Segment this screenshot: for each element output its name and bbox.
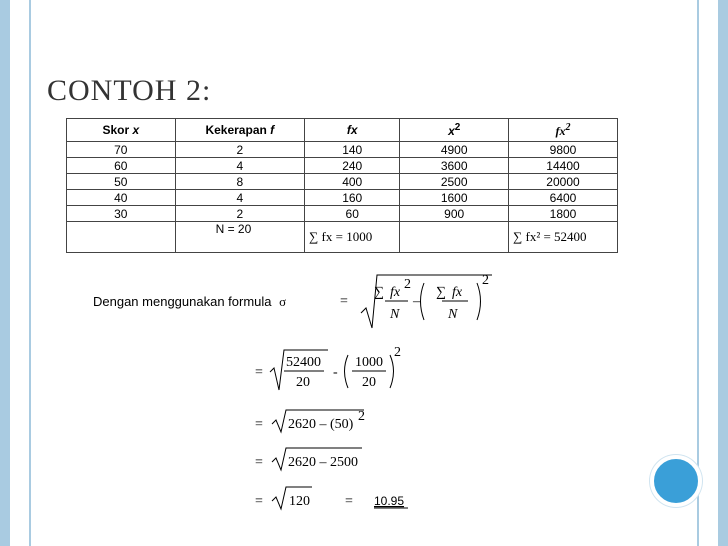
- table-cell: 60: [67, 158, 176, 174]
- header-skor-var: x: [132, 123, 140, 137]
- table-cell: 4: [175, 158, 304, 174]
- sigma-symbol: σ: [279, 294, 287, 309]
- step4-expr: 120: [289, 494, 310, 509]
- step2-expr: 2620 – (50): [288, 417, 354, 432]
- table-cell: 30: [67, 206, 176, 222]
- formula-minus: –: [413, 294, 420, 309]
- step4-equals-2: =: [345, 494, 353, 509]
- table-cell: 40: [67, 190, 176, 206]
- header-fx-var: fx: [346, 123, 358, 137]
- final-result: 10.95: [374, 494, 405, 508]
- table-cell: 70: [67, 142, 176, 158]
- header-fx2-sup: 2: [565, 121, 571, 133]
- table-cell: 9800: [508, 142, 617, 158]
- table-cell: 8: [175, 174, 304, 190]
- formula-sqrt: [361, 275, 492, 328]
- step2-equals: =: [255, 417, 263, 432]
- step1-den1: 20: [296, 375, 310, 390]
- step1-equals: =: [255, 365, 263, 380]
- step3-expr: 2620 – 2500: [288, 455, 358, 470]
- header-skor-label: Skor: [102, 123, 130, 137]
- step2-pow: 2: [358, 409, 365, 424]
- formula-n1: N: [390, 307, 400, 322]
- table-cell: 240: [305, 158, 400, 174]
- table-cell: 900: [400, 206, 509, 222]
- formula-sum2: ∑: [436, 285, 446, 300]
- formula-fx: fx: [452, 285, 463, 300]
- step1-num2: 1000: [355, 355, 383, 370]
- table-cell: 2: [175, 206, 304, 222]
- formula-intro-text: Dengan menggunakan formula: [93, 294, 272, 309]
- table-cell: 2500: [400, 174, 509, 190]
- formula-n2: N: [448, 307, 458, 322]
- header-x2-var: x: [448, 124, 455, 138]
- table-cell: 400: [305, 174, 400, 190]
- table-cell: 6400: [508, 190, 617, 206]
- table-cell: 60: [305, 206, 400, 222]
- formula-sum1: ∑: [374, 285, 384, 300]
- step1-minus: -: [333, 365, 338, 380]
- formula-equals: =: [340, 294, 348, 309]
- slide-title: CONTOH 2:: [47, 74, 212, 107]
- header-fx2-var: fx: [555, 123, 566, 138]
- formula-fx2-sup: 2: [404, 277, 411, 292]
- step1-den2: 20: [362, 375, 376, 390]
- header-kekerapan-label: Kekerapan: [205, 123, 267, 137]
- formula-outer-sup: 2: [482, 273, 489, 288]
- table-cell: 1600: [400, 190, 509, 206]
- step3-equals: =: [255, 455, 263, 470]
- table-cell: 4: [175, 190, 304, 206]
- table-cell: 3600: [400, 158, 509, 174]
- step4-equals: =: [255, 494, 263, 509]
- step1-num1: 52400: [286, 355, 321, 370]
- table-cell: 20000: [508, 174, 617, 190]
- table-cell: 140: [305, 142, 400, 158]
- table-cell: 2: [175, 142, 304, 158]
- table-cell: 1800: [508, 206, 617, 222]
- table-cell: 4900: [400, 142, 509, 158]
- table-cell: 50: [67, 174, 176, 190]
- totals-n: N = 20: [175, 222, 304, 253]
- header-kekerapan-var: f: [270, 123, 275, 137]
- header-x2-sup: 2: [454, 122, 461, 133]
- totals-sum-fx: ∑ fx = 1000: [305, 222, 400, 253]
- totals-sum-fx2: ∑ fx² = 52400: [508, 222, 617, 253]
- step1-pow: 2: [394, 345, 401, 360]
- table-cell: 14400: [508, 158, 617, 174]
- table-cell: 160: [305, 190, 400, 206]
- formula-fx2: fx: [390, 285, 401, 300]
